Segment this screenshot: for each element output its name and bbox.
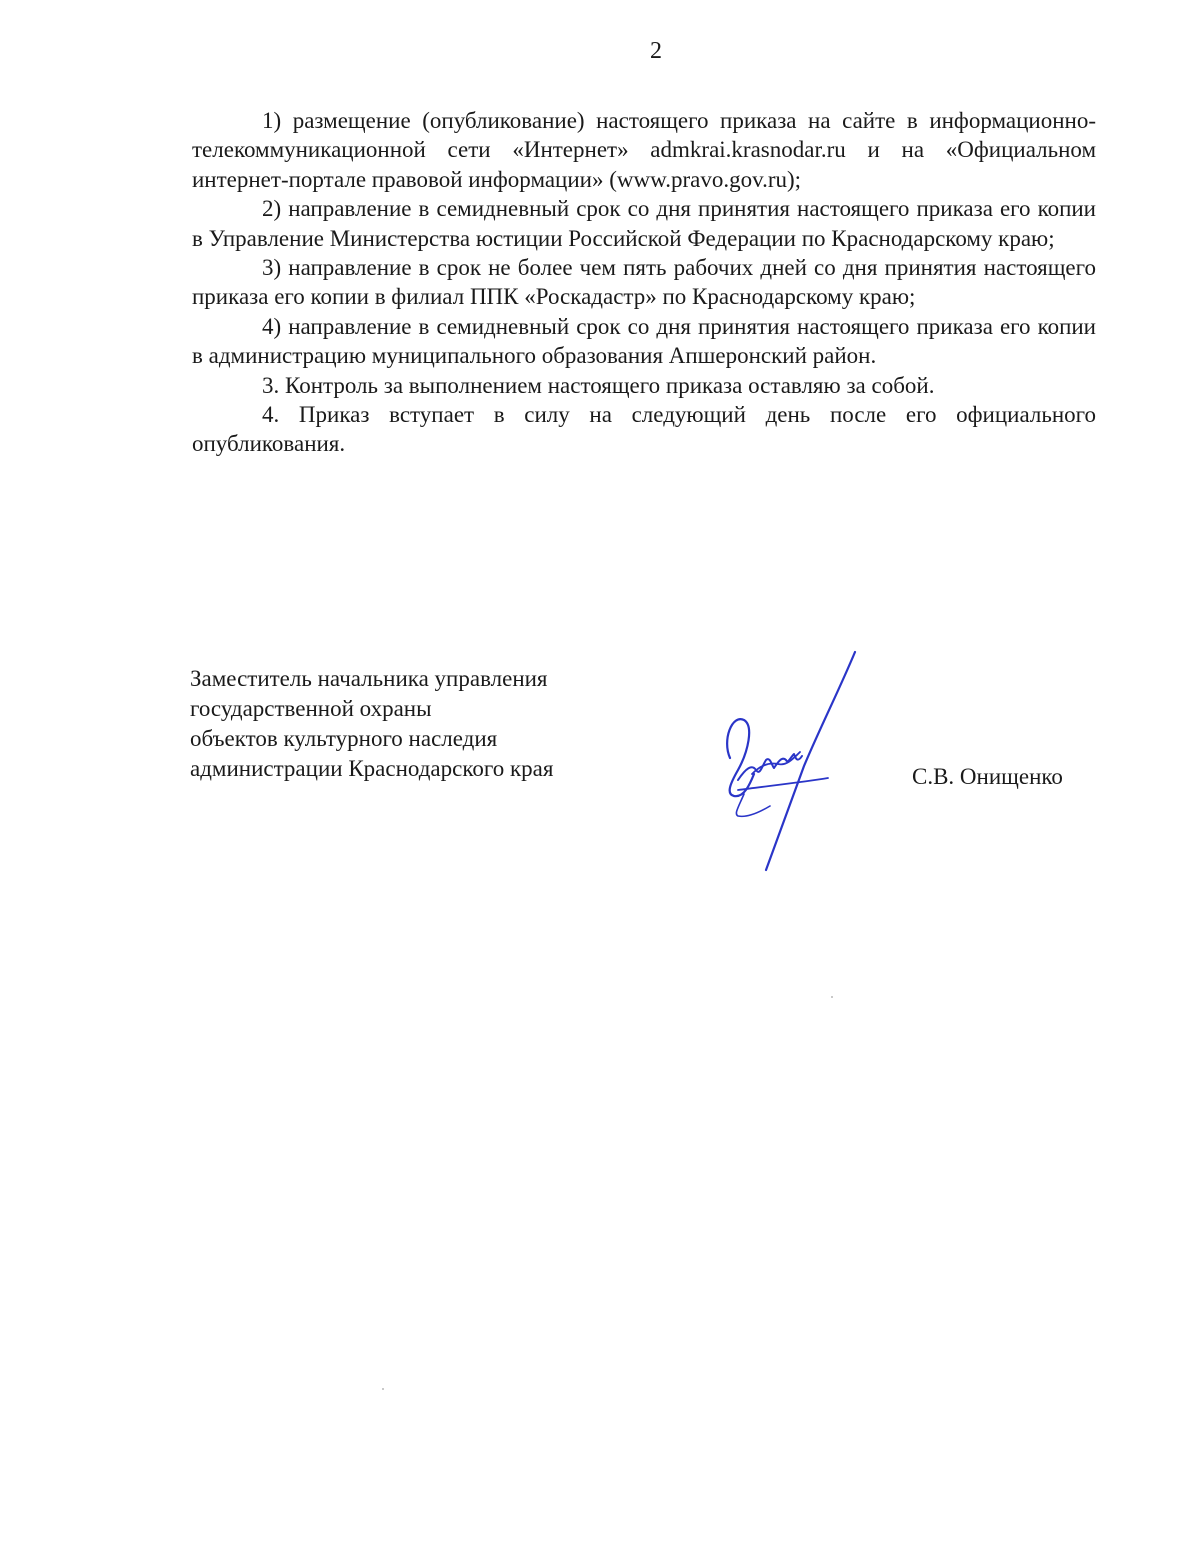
paragraph-municipal-administration: 4) направление в семидневный срок со дня принятия настоящего приказа его копии в администрацию муниципального образования Апшеронский район. bbox=[192, 313, 1096, 369]
page-number: 2 bbox=[650, 38, 662, 64]
document-body bbox=[192, 106, 1096, 459]
paragraph-effective-date: 4. Приказ вступает в силу на следующий день после его официального опубликования. bbox=[192, 402, 1096, 457]
scan-speck bbox=[831, 996, 833, 998]
position-line: Заместитель начальника управления bbox=[190, 666, 548, 691]
position-line: объектов культурного наследия bbox=[190, 726, 498, 751]
signatory-position bbox=[190, 664, 660, 784]
paragraph-publication: 1) размещение (опубликование) настоящего приказа на сайте в информационно-телекоммуникационной сети «Интернет» admkrai.krasnodar.ru и на «Официальном интернет-портале правовой информации» (www.pravo.gov.ru); bbox=[192, 108, 1096, 192]
paragraph-control: 3. Контроль за выполнением настоящего приказа оставляю за собой. bbox=[262, 372, 935, 398]
paragraph-ministry-justice: 2) направление в семидневный срок со дня принятия настоящего приказа его копии в Управление Министерства юстиции Российской Федерации по Краснодарскому краю; bbox=[192, 196, 1096, 251]
scan-speck bbox=[382, 1388, 384, 1390]
handwritten-signature bbox=[708, 648, 868, 878]
position-line: администрации Краснодарского края bbox=[190, 756, 554, 781]
signer-name: С.В. Онищенко bbox=[912, 764, 1063, 789]
position-line: государственной охраны bbox=[190, 696, 432, 721]
paragraph-roskadastr: 3) направление в срок не более чем пять рабочих дней со дня принятия настоящего приказа его копии в филиал ППК «Роскадастр» по Краснодарскому краю; bbox=[192, 255, 1096, 310]
